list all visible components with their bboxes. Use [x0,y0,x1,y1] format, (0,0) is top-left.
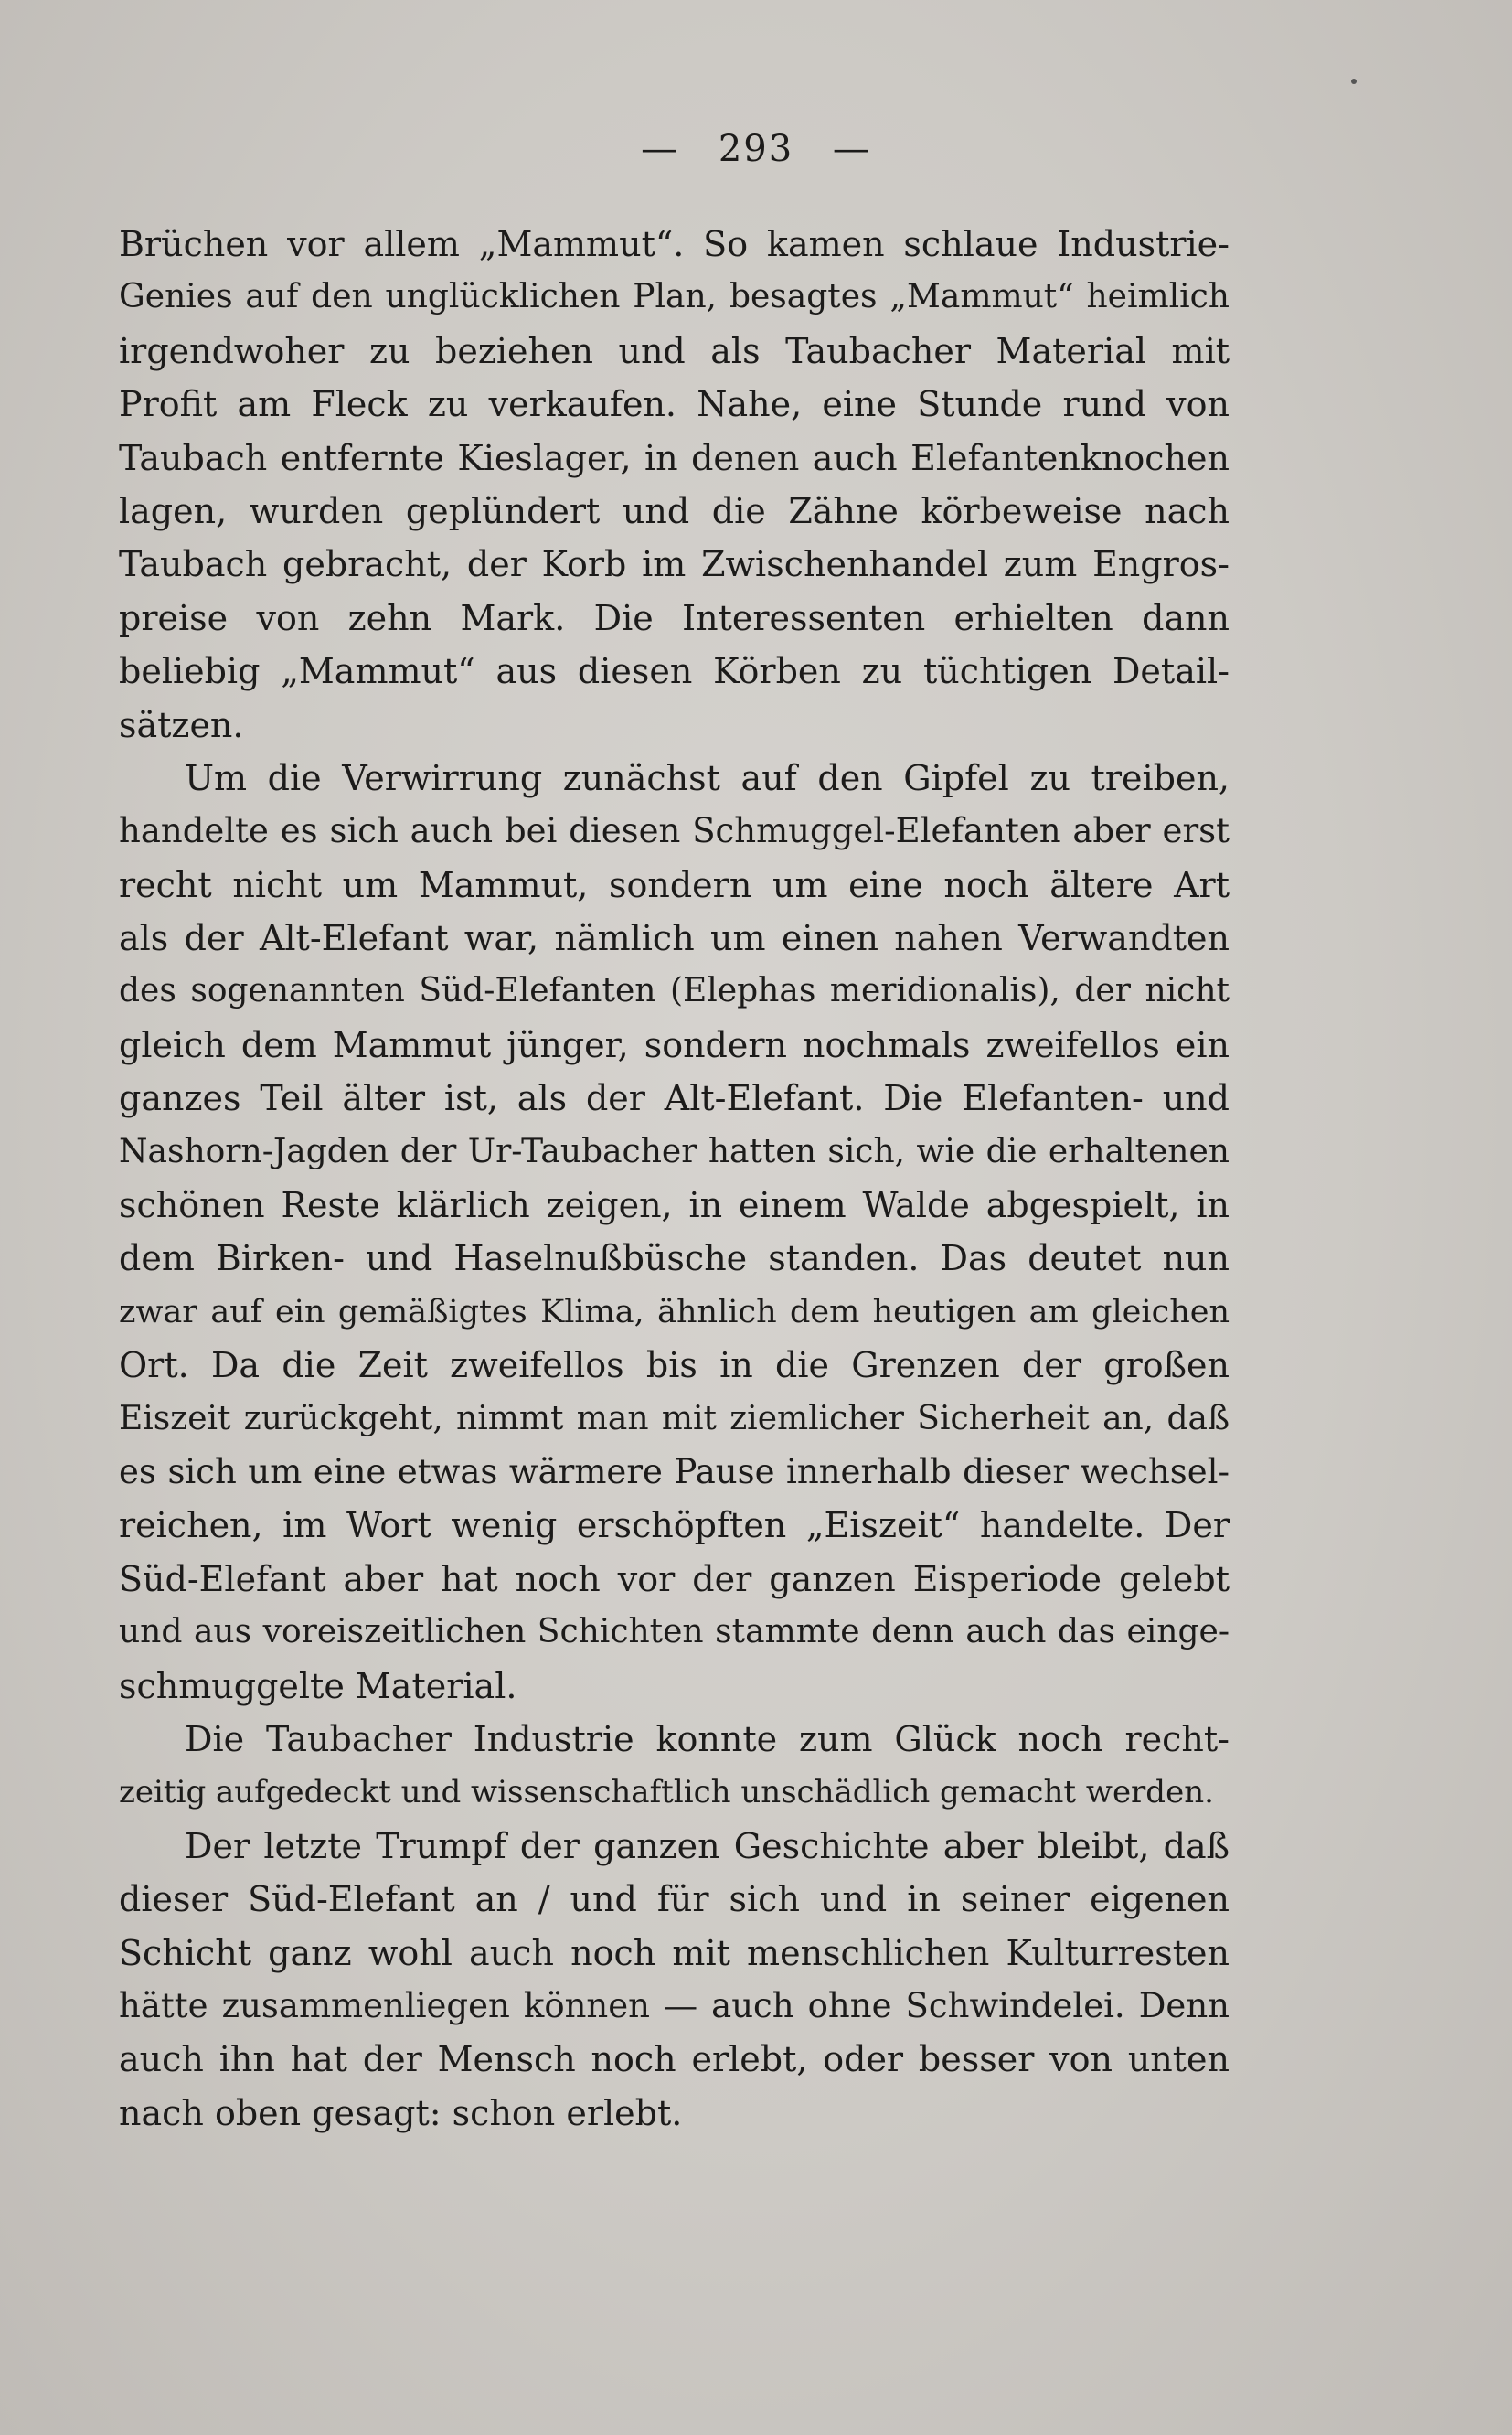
text-line: Nashorn-Jagden der Ur-Taubacher hatten sich, wie die erhaltenen [119,1132,1230,1170]
page-number: 293 [718,128,794,170]
text-line: nach oben gesagt: schon erlebt. [119,2092,683,2133]
text-line: und aus voreiszeitlichen Schichten stammte denn auch das einge- [119,1613,1230,1651]
text-line: schönen Reste klärlich zeigen, in einem Walde abgespielt, in [119,1185,1230,1226]
text-line: zwar auf ein gemäßigtes Klima, ähnlich dem heutigen am gleichen [119,1293,1230,1330]
text-line: recht nicht um Mammut, sondern um eine noch ältere Art [119,864,1230,905]
text-line: als der Alt-Elefant war, nämlich um einen nahen Verwandten [119,918,1230,959]
body-text [119,218,1230,2140]
text-line: preise von zehn Mark. Die Interessenten erhielten dann [119,597,1230,638]
paragraph [119,218,1230,752]
paragraph [119,752,1230,1713]
dust-speck [1351,79,1357,84]
text-line: Taubach entfernte Kieslager, in denen auch Elefantenknochen [119,437,1230,478]
text-line: schmuggelte Material. [119,1665,517,1706]
text-line: Brüchen vor allem „Mammut“. So kamen schlaue Industrie- [119,224,1230,264]
text-line: gleich dem Mammut jünger, sondern nochmals zweifellos ein [119,1024,1230,1065]
text-line: ganzes Teil älter ist, als der Alt-Elefant. Die Elefanten- und [119,1078,1230,1119]
text-line: beliebig „Mammut“ aus diesen Körben zu tüchtigen Detail- [119,651,1230,692]
text-line: Süd-Elefant aber hat noch vor der ganzen Eisperiode gelebt [119,1558,1230,1599]
text-line: dieser Süd-Elefant an / und für sich und in seiner eigenen [119,1879,1230,1920]
text-line: hätte zusammenliegen können — auch ohne Schwindelei. Denn [119,1985,1230,2025]
text-line: lagen, wurden geplündert und die Zähne körbeweise nach [119,490,1230,531]
text-line: Taubach gebracht, der Korb im Zwischenhandel zum Engros- [119,544,1230,585]
header-dash-right: — [832,128,871,170]
text-line: Eiszeit zurückgeht, nimmt man mit ziemlicher Sicherheit an, daß [119,1399,1230,1437]
text-line: auch ihn hat der Mensch noch erlebt, oder besser von unten [119,2039,1230,2080]
text-line: des sogenannten Süd-Elefanten (Elephas meridionalis), der nicht [119,972,1230,1010]
text-line: es sich um eine etwas wärmere Pause innerhalb dieser wechsel- [119,1451,1230,1491]
text-line: Genies auf den unglücklichen Plan, besagtes „Mammut“ heimlich [119,278,1230,316]
text-line: zeitig aufgedeckt und wissenschaftlich unschädlich gemacht werden. [119,1774,1214,1811]
text-line: sätzen. [119,704,244,745]
header-dash-left: — [641,128,680,170]
text-line: Profit am Fleck zu verkaufen. Nahe, eine Stunde rund von [119,384,1230,425]
page-header [0,128,1512,170]
text-line: Der letzte Trumpf der ganzen Geschichte aber bleibt, daß [185,1825,1230,1866]
text-line: Ort. Da die Zeit zweifellos bis in die Grenzen der großen [119,1345,1230,1386]
text-line: Die Taubacher Industrie konnte zum Glück noch recht- [185,1718,1230,1759]
text-line: Schicht ganz wohl auch noch mit menschlichen Kulturresten [119,1932,1230,1973]
text-line: reichen, im Wort wenig erschöpften „Eiszeit“ handelte. Der [119,1505,1230,1546]
paragraph [119,1820,1230,2140]
text-line: irgendwoher zu beziehen und als Taubacher Material mit [119,330,1230,371]
text-line: dem Birken- und Haselnußbüsche standen. Das deutet nun [119,1238,1230,1279]
text-line: Um die Verwirrung zunächst auf den Gipfel zu treiben, [185,757,1230,798]
paragraph [119,1713,1230,1820]
text-line: handelte es sich auch bei diesen Schmuggel-Elefanten aber erst [119,811,1230,851]
